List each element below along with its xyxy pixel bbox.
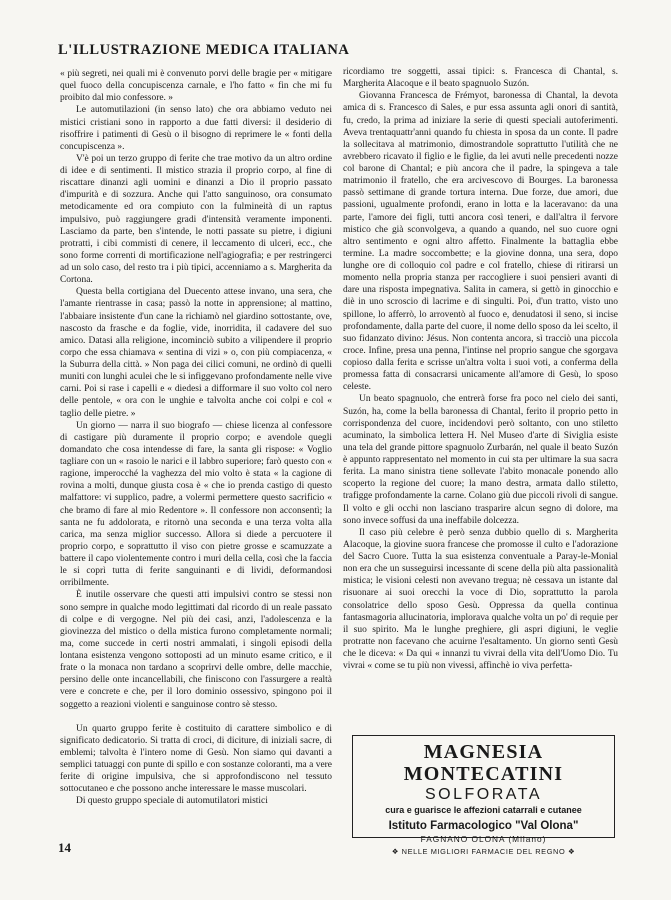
paragraph: È inutile osservare che questi atti impulsivi contro se stessi non sono sempre in qualche modo legittimati dal ricordo di un reale passato di colpe e di vergogne. Nel più dei casi, anzi, l'adolescenza e la giovinezza del mistico o della mistica furono completamente normali; ma, come succede in certi nostri ammalati, i singoli episodi della lontana esistenza vengono sottoposti ad un minuto esame critico, e il frate o la monaca non tardano a scoprirvi delle ombre, delle macchie, persino delle onte incancellabili, che finiscono con l'assurgere a realtà vere e concrete e che, per il loro dominio ossessivo, spingono poi il soggetto a reazioni violenti e sanguinose contro sè stesso. — [60, 590, 332, 710]
right-text-column — [343, 66, 618, 672]
left-text-column — [60, 68, 332, 808]
ad-subtitle: SOLFORATA — [424, 786, 543, 803]
paragraph: ricordiamo tre soggetti, assai tipici: s. Francesca di Chantal, s. Margherita Alacoque e il beato spagnuolo Suzón. — [343, 67, 618, 90]
paragraph: « più segreti, nei quali mi è convenuto porvi delle bragie per « mitigare quel fuoco della concupiscenza carnale, e l'ho fatto « fin che mi fu proibito dal mio confessore. » — [60, 69, 332, 104]
page-header-title: L'ILLUSTRAZIONE MEDICA ITALIANA — [58, 42, 350, 58]
ad-tagline: cura e guarisce le affezioni catarrali e cutanee — [385, 805, 582, 815]
page-number: 14 — [58, 840, 71, 855]
paragraph: Di questo gruppo speciale di automutilatori mistici — [76, 796, 268, 807]
ad-footer: ❖ NELLE MIGLIORI FARMACIE DEL REGNO ❖ — [391, 847, 576, 856]
ad-location: FAGNANO OLONA (Milano) — [420, 834, 547, 844]
paragraph: Un quarto gruppo ferite è costituito di carattere simbolico e di significato dedicatorio. Si tratta di croci, di diciture, di iniziali sacre, di emblemi; talvolta è l'intero nome di Gesù. Non siamo qui davanti a semplici tatuaggi con punte di spillo e con sostanze coloranti, ma a vere ferite di origine impulsiva, che si approfondiscono nel tessuto sottocutaneo e che possono anche interessare le masse muscolari. — [60, 723, 332, 795]
paragraph: Il caso più celebre è però senza dubbio quello di s. Margherita Alacoque, la giovine suora francese che promosse il culto e l'adorazione del Sacro Cuore. Tutta la sua esistenza conventuale a Paray-le-Monial non era che un susseguirsi incessante di scene della più alta passionalità mistica; le visioni celesti non avevano tregua; nè cessava un istante dal risuonare ai suoi orecchi la voce di Dio, soprattutto la parola consolatrice dello sposo Gesù. Oppressa da quella continua fantasmagoria allucinatoria, implorava qualche volta un po' di requie per il suo spirito. Ma le lunghe preghiere, gli aspri digiuni, le veglie protratte non facevano che acuirne l'esaltamento. Un giorno sentì Gesù che le diceva: « Da qui « innanzi tu vivrai della vita dell'Uomo Dio. Tu vivrai « come se tu più non vivessi, affinchè io viva perfetta- — [343, 527, 618, 672]
magnesia-advertisement — [352, 735, 615, 856]
paragraph: Un beato spagnuolo, che entrerà forse fra poco nel cielo dei santi, Suzón, ha, come la bella baronessa di Chantal, ferito il proprio petto in corrispondenza del cuore, incidendovi però soltanto, con uno stiletto acuminato, la simbolica lettera H. Nel Museo d'arte di Siviglia esiste una tela del grande pittore spagnuolo Zurbarán, nel quale il beato Suzón è appunto rappresentato nel momento in cui sta per ultimare la sua sacra ferita. La mano sinistra tiene sollevate l'abito monacale ponendo allo scoperto la regione del cuore; la mano destra, armata dallo stiletto, trafigge profondamente la carne. Colano giù due piccoli rivoli di sangue. Il volto e gli occhi non lasciano trasparire alcun segno di dolore, ma sono invece soffusi da una ineffabile dolcezza. — [343, 394, 618, 526]
ad-company: Istituto Farmacologico "Val Olona" — [388, 820, 579, 832]
paragraph: Questa bella cortigiana del Duecento attese invano, una sera, che l'amante rientrasse in casa; passò la notte in apprensione; al mattino, l'abbaiare insistente d'un cane la richiamò nel giardino sottostante, ove, nascosto da frasche e da foglie, vide, inorridita, il cadavere del suo amico. Datasi alla religione, incominciò subito a vilipendere il proprio corpo che essa chiamava « sentina di vizi » o, con più compiacenza, « la Suburra della città. » Non paga dei cilici comuni, ne ordinò di quelli muniti con lunghi aculei che le si infiggevano profondamente nelle vive carni. Poi si rase i capelli e « diedesi a difformare il suo volto col nero delle pentole, « ora con le unghie e talvolta anche coi colpi e col « taglio delle pietre. » — [60, 287, 332, 419]
paragraph — [60, 711, 332, 723]
ad-product-name: MAGNESIA MONTECATINI — [403, 741, 564, 785]
paragraph: V'è poi un terzo gruppo di ferite che trae motivo da un altro ordine di idee e di sentimenti. Il mistico strazia il proprio corpo, al fine di riscattare dinanzi agli uomini e dinanzi a Dio il proprio passato d'impurità e di sozzura. Anche qui l'atto sanguinoso, ora consumato metodicamente ed ora compiuto con la fulmineità di un raptus impulsivo, può raggiungere gradi d'intensità veramente imponenti. Lasciamo da parte, ben s'intende, le notti passate su pietre, i digiuni protratti, i cibi commisti di cenere, il leccamento di ulceri, ecc., che sono forme correnti di mortificazione nell'agiografia; e per restringerci ad un solo caso, del resto tra i più tipici, accenniamo a s. Margherita da Cortona. — [60, 153, 332, 286]
paragraph: Le automutilazioni (in senso lato) che ora abbiamo veduto nei mistici cristiani sono in rapporto a due fatti diversi: il desiderio di risoffrire i patimenti di Gesù o il bisogno di reprimere le « fonti della concupiscenza ». — [60, 105, 332, 152]
paragraph: Giovanna Francesca de Frémyot, baronessa di Chantal, la devota amica di s. Francesco di Sales, e pur essa assunta agli onori di santità, fu, credo, la prima ad iniziare la serie di questi speciali autoferimenti. Aveva trentaquattr'anni quando fu chiesta in sposa da un conte. Il padre la sollecitava al matrimonio, dimostrandole soprattutto l'utilità che ne avrebbero ricavato il figlio e le figlie, da lei avuti nelle precedenti nozze col barone di Chantal; e più ancora che il padre, la spingeva a tale matrimonio il fratello, che era arcivescovo di Bourges. La baronessa passò settimane di grande tortura interna. Due forze, due amori, due passioni, ugualmente profondi, erano in lotta e la laceravano: da una parte, l'amore dei figli, tutti ancora così teneri, e dall'altra il fervore mistico che già sconvolgeva, a quando a quando, nel suo cuore ogni altro sentimento e ogni altro affetto. Finalmente la battaglia ebbe termine. La madre soccombette; e la giovine donna, una sera, dopo lunghe ore di colloquio col padre e col fratello, chiese di ritirarsi un momento nella propria stanza per raccogliere i suoi pensieri avanti di dare una risposta impegnativa. Salita in camera, si gettò in ginocchio e diè in uno scroscio di lacrime e di singulti. Poi, d'un tratto, visto uno spillone, lo afferrò, lo arroventò al fuoco e, denudatosi il seno, si incise profondamente, dalla parte del cuore, il nome dello sposo da lei scelto, il suo fidanzato divino: Jésus. Non contenta ancora, sì tracciò una piccola croce. Infine, presa una penna, l'intinse nel proprio sangue che sgorgava copioso dalla ferita e scrisse un'altra volta i suoi voti, a conferma della promessa fatta di consacrarsi unicamente all'amore di Gesù, lo sposo celeste. — [343, 91, 618, 393]
paragraph: Un giorno — narra il suo biografo — chiese licenza al confessore di castigare più duramente il proprio corpo; e avendole quegli domandato che cosa intendesse di fare, la santa gli rispose: « Voglio tagliare con un « rasoio le narici e il labbro superiore; farò questo con « ragione, imperocché la vaghezza del mio volto è stata « la cagione di rovina a molti, dunque giusta cosa è « che io prenda castigo di questo malfattore: vi supplico, padre, a volermi permettere questo sacrificio « che bramo di fare al mio Redentore ». Il confessore non acconsentì; la santa ne fu addolorata, e ritornò una seconda e una terza volta alla carica, ma senza miglior successo. Allora si diede a percuotere il proprio corpo, e soprattutto il viso con pietre grosse e scamuzzate a battere il capo violentemente contro i muri della cella, così che la faccia le si coprì tutta di ferite sanguinanti e di lividi, deformandosi orribilmente. — [60, 420, 332, 589]
